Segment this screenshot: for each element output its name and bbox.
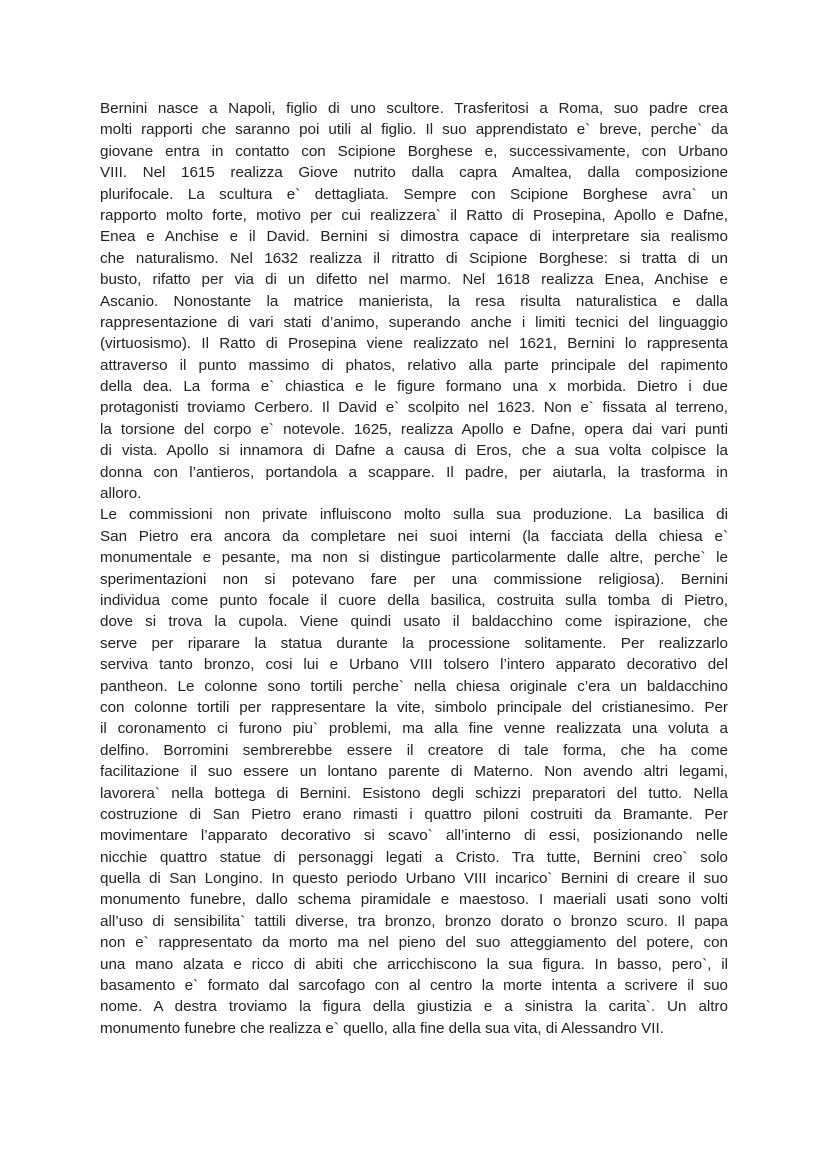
text-line: di vista. Apollo si innamora di Dafne a causa di Eros, che a sua volta colpisce la <box>100 442 728 460</box>
text-line: nicchie quattro statue di personaggi legati a Cristo. Tra tutte, Bernini creo` solo <box>100 848 728 866</box>
text-line: dove si trova la cupola. Viene quindi usato il baldacchino come ispirazione, che <box>100 613 728 631</box>
text-line: alloro. <box>100 485 142 503</box>
text-line: monumentale e pesante, ma non si distingue particolarmente dalle altre, perche` le <box>100 549 728 567</box>
text-line: serve per riparare la statua durante la processione solitamente. Per realizzarlo <box>100 634 728 652</box>
text-line: con colonne tortili per rappresentare la vite, simbolo principale del cristianesimo. Per <box>100 698 728 716</box>
text-line: plurifocale. La scultura e` dettagliata. Sempre con Scipione Borghese avra` un <box>100 185 728 203</box>
text-line: monumento funebre, dallo schema piramidale e maestoso. I maeriali usati sono volti <box>100 891 728 909</box>
text-line: la torsione del corpo e` notevole. 1625, realizza Apollo e Dafne, opera dai vari punti <box>100 420 728 438</box>
text-line: movimentare l’apparato decorativo si scavo` all’interno di essi, posizionando nelle <box>100 827 728 845</box>
document-body <box>100 98 728 1039</box>
text-line: VIII. Nel 1615 realizza Giove nutrito dalla capra Amaltea, dalla composizione <box>100 164 728 182</box>
text-line: giovane entra in contatto con Scipione Borghese e, successivamente, con Urbano <box>100 142 728 160</box>
text-line: basamento e` formato dal sarcofago con al centro la morte intenta a scrivere il suo <box>100 977 728 995</box>
text-line: Bernini nasce a Napoli, figlio di uno scultore. Trasferitosi a Roma, suo padre crea <box>100 100 728 117</box>
text-line: sperimentazioni non si potevano fare per una commissione religiosa). Bernini <box>100 570 728 588</box>
paragraph-bernini-early-works <box>100 98 728 504</box>
text-line: della dea. La forma e` chiastica e le figure formano una x morbida. Dietro i due <box>100 378 728 396</box>
text-line: facilitazione il suo essere un lontano parente di Materno. Non avendo altri legami, <box>100 763 728 781</box>
text-line: costruzione di San Pietro erano rimasti i quattro piloni costruiti da Bramante. Per <box>100 805 728 823</box>
text-line: individua come punto focale il cuore della basilica, costruita sulla tomba di Pietro, <box>100 591 728 609</box>
text-line: non e` rappresentato da morto ma nel pieno del suo atteggiamento del potere, con <box>100 934 728 952</box>
text-line: all’uso di sensibilita` tattili diverse, tra bronzo, bronzo dorato o bronzo scuro. Il papa <box>100 912 728 930</box>
text-line: rapporto molto forte, motivo per cui realizzera` il Ratto di Prosepina, Apollo e Dafne, <box>100 206 728 224</box>
text-line: una mano alzata e ricco di abiti che arricchiscono la sua figura. In basso, pero`, il <box>100 955 728 973</box>
paragraph-bernini-commissions <box>100 504 728 1039</box>
text-line: Ascanio. Nonostante la matrice manierista, la resa risulta naturalistica e dalla <box>100 292 728 310</box>
text-line: lavorera` nella bottega di Bernini. Esistono degli schizzi preparatori del tutto. Nella <box>100 784 728 802</box>
text-line: il coronamento ci furono piu` problemi, ma alla fine venne realizzata una voluta a <box>100 720 728 738</box>
text-line: Le commissioni non private influiscono molto sulla sua produzione. La basilica di <box>100 506 728 524</box>
text-line: donna con l’antieros, portandola a scappare. Il padre, per aiutarla, la trasforma in <box>100 463 728 481</box>
text-line: nome. A destra troviamo la figura della giustizia e a sinistra la carita`. Un altro <box>100 998 728 1016</box>
text-line: (virtuosismo). Il Ratto di Prosepina viene realizzato nel 1621, Bernini lo rappresenta <box>100 335 728 353</box>
text-line: San Pietro era ancora da completare nei suoi interni (la facciata della chiesa e` <box>100 527 728 545</box>
text-line: serviva tanto bronzo, cosi lui e Urbano VIII tolsero l’intero apparato decorativo del <box>100 656 728 674</box>
text-line: quella di San Longino. In questo periodo Urbano VIII incarico` Bernini di creare il suo <box>100 870 728 888</box>
text-line: che naturalismo. Nel 1632 realizza il ritratto di Scipione Borghese: si tratta di un <box>100 249 728 267</box>
text-line: molti rapporti che saranno poi utili al figlio. Il suo apprendistato e` breve, perche` da <box>100 121 728 139</box>
text-line: monumento funebre che realizza e` quello, alla fine della sua vita, di Alessandro VII. <box>100 1019 664 1037</box>
text-line: attraverso il punto massimo di phatos, relativo alla parte principale del rapimento <box>100 356 728 374</box>
text-line: delfino. Borromini sembrerebbe essere il creatore di tale forma, che ha come <box>100 741 728 759</box>
text-line: Enea e Anchise e il David. Bernini si dimostra capace di interpretare sia realismo <box>100 228 728 246</box>
text-line: pantheon. Le colonne sono tortili perche` nella chiesa originale c’era un baldacchino <box>100 677 728 695</box>
text-line: protagonisti troviamo Cerbero. Il David e` scolpito nel 1623. Non e` fissata al terreno, <box>100 399 728 417</box>
text-line: rappresentazione di vari stati d’animo, superando anche i limiti tecnici del linguaggio <box>100 313 728 331</box>
text-line: busto, rifatto per via di un difetto nel marmo. Nel 1618 realizza Enea, Anchise e <box>100 271 728 289</box>
